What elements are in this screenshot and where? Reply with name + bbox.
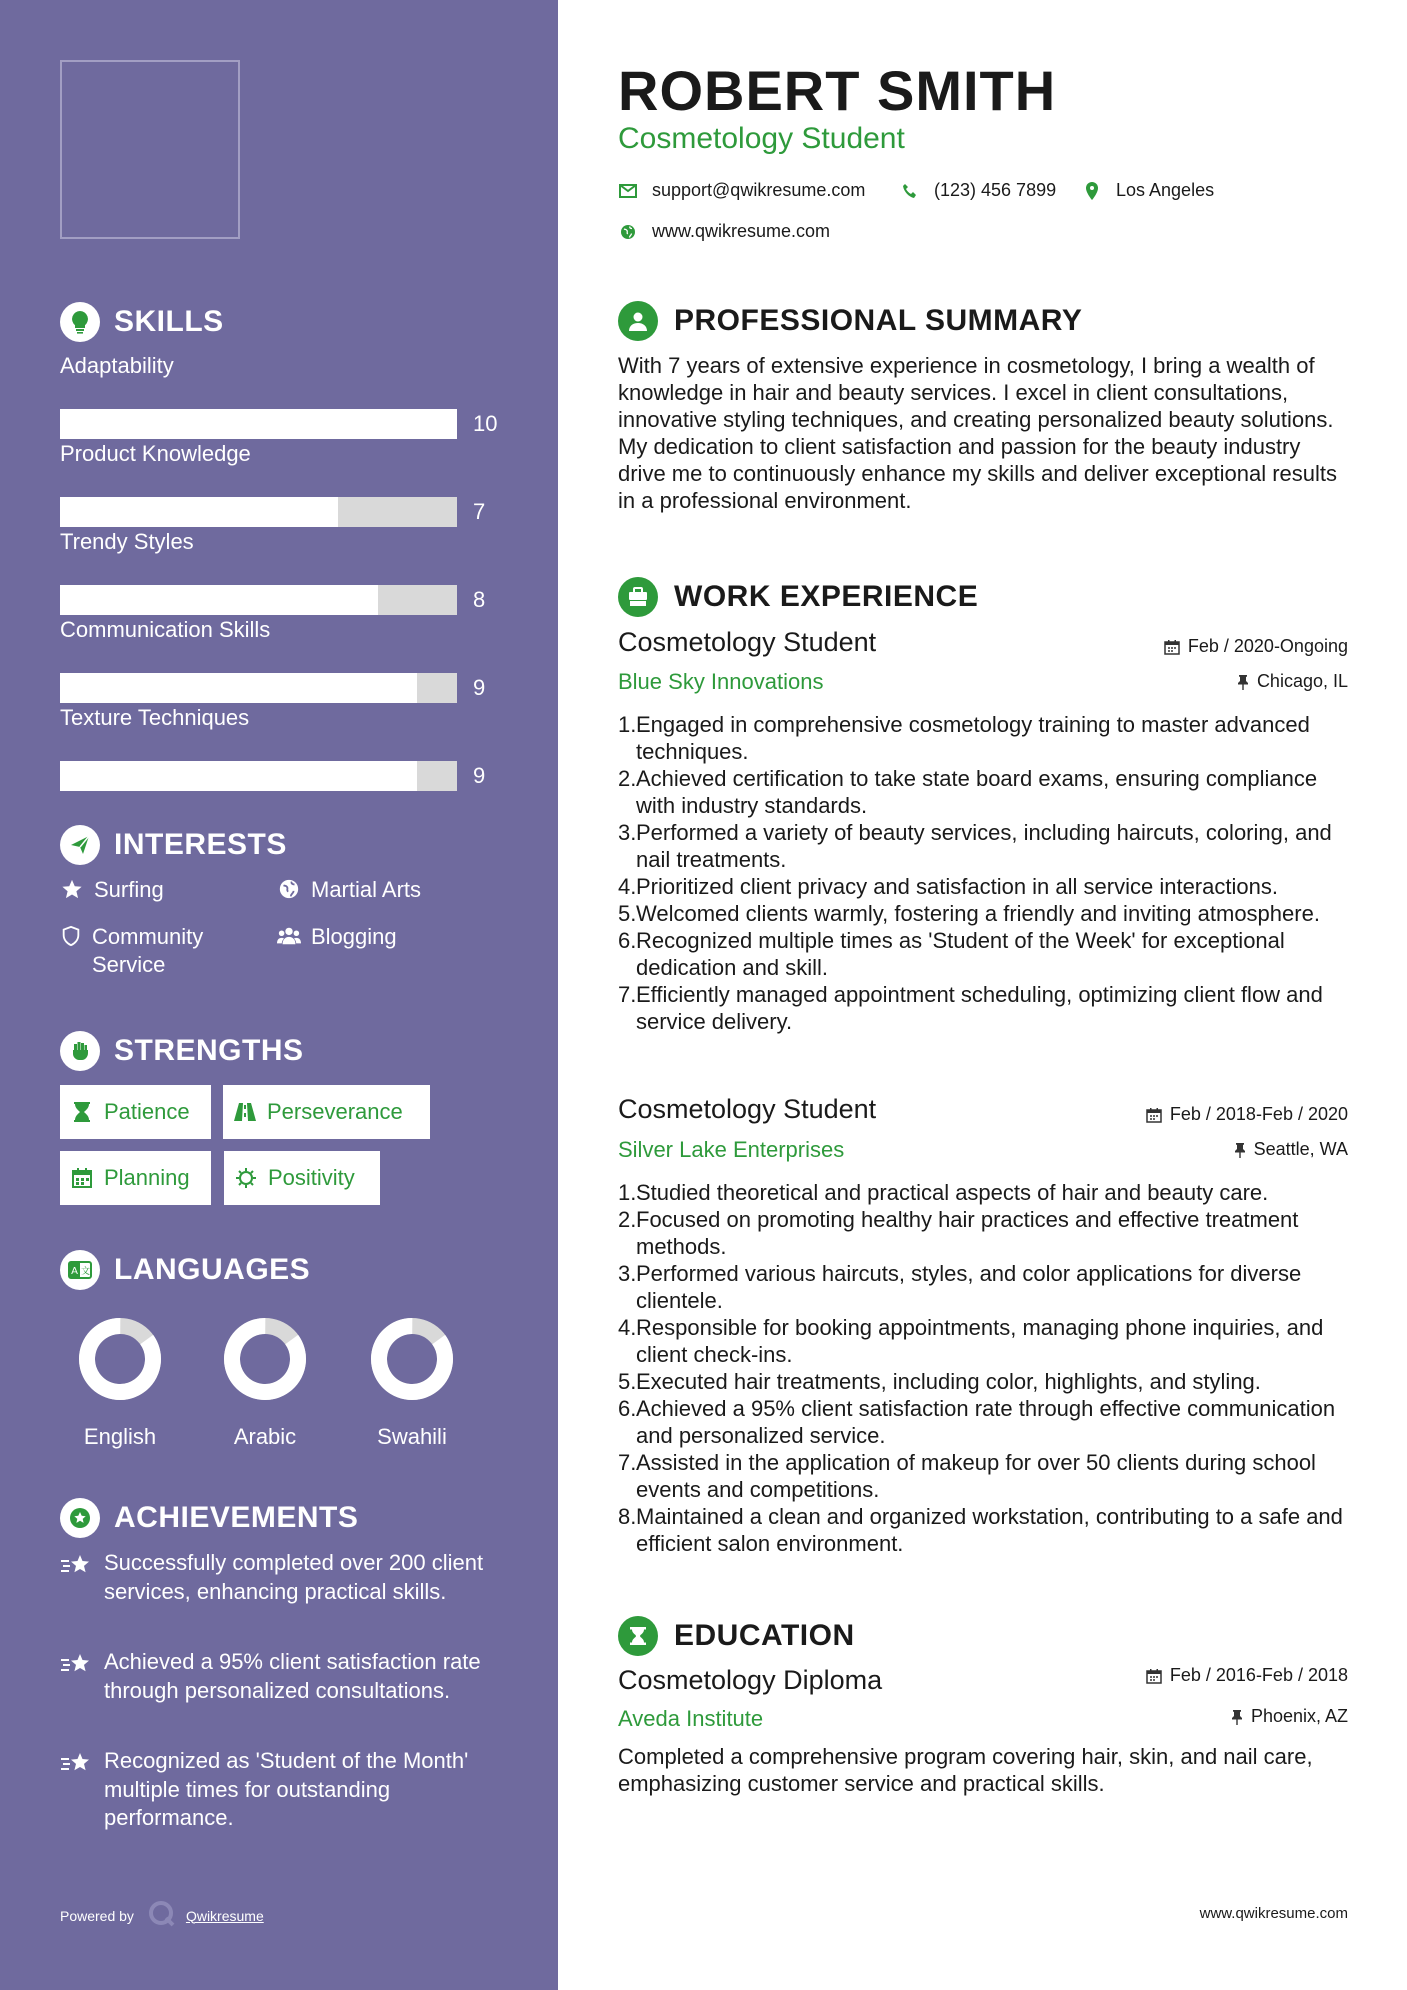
star-icon — [60, 876, 84, 904]
envelope-icon — [618, 181, 638, 201]
achievement-item — [60, 1747, 500, 1833]
contact-location — [1082, 180, 1214, 201]
users-icon — [277, 923, 301, 951]
list-item: 2. Achieved certification to take state board exams, ensuring compliance with industry standards. — [618, 766, 1318, 818]
summary-text: With 7 years of extensive experience in cosmetology, I bring a wealth of knowledge in hair and beauty services. I excel in client consultations, innovative styling techniques, and creating personalized beauty solutions. My dedication to client satisfaction and passion for the beauty industry drive me to continuously enhance my skills and deliver exceptional results in a professional environment. — [618, 353, 1338, 513]
list-item: 5. Executed hair treatments, including color, highlights, and styling. — [618, 1369, 1261, 1394]
summary-heading: PROFESSIONAL SUMMARY — [618, 301, 1082, 341]
skill-bar-fill — [60, 761, 417, 791]
contact-email — [618, 180, 865, 201]
list-item: 6. Recognized multiple times as 'Student of the Week' for exceptional dedication and skill. — [618, 928, 1285, 980]
achievement-text: Recognized as 'Student of the Month' multiple times for outstanding performance. — [104, 1748, 469, 1830]
globe-icon — [618, 222, 638, 242]
sun-icon — [234, 1166, 258, 1190]
skill-name: Trendy Styles — [60, 529, 194, 554]
contact-phone — [900, 180, 1056, 201]
hourglass-icon — [70, 1100, 94, 1124]
list-item: 7. Efficiently managed appointment scheduling, optimizing client flow and service delivery. — [618, 982, 1323, 1034]
experience-heading: WORK EXPERIENCE — [618, 577, 978, 617]
strength-label: Patience — [104, 1099, 190, 1124]
list-item: 1. Studied theoretical and practical aspects of hair and beauty care. — [618, 1180, 1269, 1205]
website-text[interactable]: www.qwikresume.com — [652, 221, 831, 241]
skill-bar — [60, 497, 457, 527]
list-item: 6. Achieved a 95% client satisfaction rate through effective communication and personalized service. — [618, 1396, 1336, 1448]
skill-bar-fill — [60, 409, 457, 439]
skill-bar — [60, 409, 457, 439]
education-description: Completed a comprehensive program covering hair, skin, and nail care, emphasizing customer service and practical skills. — [618, 1744, 1313, 1796]
language-ring — [77, 1316, 163, 1402]
location-text: Los Angeles — [1116, 180, 1215, 200]
skill-bar-fill — [60, 497, 338, 527]
list-item: 3. Performed various haircuts, styles, and color applications for diverse clientele. — [618, 1261, 1302, 1313]
job-dates: Feb / 2018-Feb / 2020 — [1146, 1104, 1348, 1125]
education-heading: EDUCATION — [618, 1616, 855, 1656]
interest-label: Community Service — [92, 924, 204, 977]
qwikresume-logo-icon — [148, 1900, 176, 1931]
job-title: Cosmetology Student — [618, 1094, 877, 1124]
skill-value: 9 — [473, 675, 486, 700]
globe-icon — [277, 876, 301, 904]
lightbulb-icon — [60, 302, 100, 342]
list-item: 7. Assisted in the application of makeup for over 50 clients during school events and competitions. — [618, 1450, 1316, 1502]
skills-heading: SKILLS — [60, 302, 224, 342]
sidebar — [0, 0, 558, 1990]
calendar-icon — [1164, 639, 1180, 655]
skill-bar-fill — [60, 673, 417, 703]
job-dates: Feb / 2020-Ongoing — [1164, 636, 1348, 657]
skill-value: 10 — [473, 411, 498, 436]
skill-value: 7 — [473, 499, 486, 524]
interest-item — [277, 876, 517, 904]
phone-text: (123) 456 7899 — [934, 180, 1057, 200]
achievement-text: Achieved a 95% client satisfaction rate through personalized consultations. — [104, 1649, 481, 1703]
calendar-icon — [1146, 1668, 1162, 1684]
pushpin-icon — [1234, 1142, 1246, 1158]
skill-item — [60, 351, 500, 436]
email-text[interactable]: support@qwikresume.com — [652, 180, 866, 200]
interest-item — [60, 876, 260, 904]
user-icon — [618, 301, 658, 341]
pushpin-icon — [1231, 1709, 1243, 1725]
strength-label: Planning — [104, 1165, 190, 1190]
education-degree: Cosmetology Diploma — [618, 1665, 883, 1695]
job-bullets — [618, 1179, 1348, 1557]
skill-bar — [60, 673, 457, 703]
skill-bar-fill — [60, 585, 378, 615]
svg-text:A: A — [71, 1266, 78, 1277]
skill-value: 8 — [473, 587, 486, 612]
briefcase-icon — [618, 577, 658, 617]
skill-item — [60, 527, 500, 612]
job-title: Cosmetology Student — [618, 627, 877, 657]
education-dates: Feb / 2016-Feb / 2018 — [1146, 1665, 1348, 1686]
shield-icon — [60, 923, 82, 979]
skill-name: Texture Techniques — [60, 705, 250, 730]
language-name: Arabic — [233, 1424, 297, 1449]
job-company: Blue Sky Innovations — [618, 669, 824, 694]
list-item: 4. Prioritized client privacy and satisfaction in all service interactions. — [618, 874, 1278, 899]
job-location: Seattle, WA — [1234, 1139, 1348, 1160]
interest-label: Blogging — [311, 924, 397, 949]
candidate-name: ROBERT SMITH — [618, 59, 1057, 122]
shooting-star-icon — [60, 1747, 94, 1833]
list-item: 1. Engaged in comprehensive cosmetology training to master advanced techniques. — [618, 712, 1310, 764]
achievement-text: Successfully completed over 200 client services, enhancing practical skills. — [104, 1550, 484, 1604]
list-item: 5. Welcomed clients warmly, fostering a friendly and inviting atmosphere. — [618, 901, 1320, 926]
fist-icon — [60, 1031, 100, 1071]
skill-value: 9 — [473, 763, 486, 788]
skill-name: Adaptability — [60, 353, 174, 378]
skill-item — [60, 615, 500, 700]
job-company: Silver Lake Enterprises — [618, 1137, 845, 1162]
list-item: 8. Maintained a clean and organized workstation, contributing to a safe and efficient salon environment. — [618, 1504, 1343, 1556]
achievement-item — [60, 1648, 500, 1705]
languages-heading: A 文 LANGUAGES — [60, 1250, 310, 1290]
skill-item — [60, 439, 500, 524]
powered-by-label: Powered by — [60, 1907, 134, 1924]
award-star-icon — [60, 1498, 100, 1538]
strength-tag — [60, 1151, 211, 1205]
language-ring — [369, 1316, 455, 1402]
footer-url[interactable]: www.qwikresume.com — [1199, 1905, 1348, 1922]
strength-label: Positivity — [268, 1165, 355, 1190]
education-school: Aveda Institute — [618, 1706, 764, 1731]
achievements-heading: ACHIEVEMENTS — [60, 1498, 358, 1538]
language-name: Swahili — [377, 1424, 447, 1449]
education-location: Phoenix, AZ — [1231, 1706, 1348, 1727]
svg-text:文: 文 — [80, 1267, 91, 1277]
calendar-icon — [1146, 1107, 1162, 1123]
skill-name: Product Knowledge — [60, 441, 251, 466]
graduation-icon — [618, 1616, 658, 1656]
skill-bar — [60, 761, 457, 791]
list-item: 2. Focused on promoting healthy hair practices and effective treatment methods. — [618, 1207, 1299, 1259]
map-marker-icon — [1082, 181, 1102, 201]
calendar-icon — [70, 1166, 94, 1190]
interest-item — [60, 923, 260, 979]
shooting-star-icon — [60, 1549, 94, 1606]
skill-bar — [60, 585, 457, 615]
road-icon — [233, 1100, 257, 1124]
contact-website — [618, 221, 830, 242]
language-item — [55, 1316, 185, 1450]
powered-by — [60, 1900, 264, 1931]
qwikresume-link[interactable]: Qwikresume — [185, 1907, 264, 1924]
strength-label: Perseverance — [267, 1099, 403, 1124]
job-location: Chicago, IL — [1237, 671, 1348, 692]
language-name: English — [83, 1424, 157, 1449]
list-item: 4. Responsible for booking appointments, managing phone inquiries, and client check-ins. — [618, 1315, 1324, 1367]
interest-item — [277, 923, 517, 951]
language-item — [200, 1316, 330, 1450]
profile-photo-placeholder — [60, 60, 240, 239]
interest-label: Surfing — [94, 877, 164, 902]
pushpin-icon — [1237, 674, 1249, 690]
skill-name: Communication Skills — [60, 617, 271, 642]
strength-tag — [60, 1085, 211, 1139]
language-icon — [60, 1250, 100, 1290]
job-bullets — [618, 711, 1348, 1035]
achievement-item — [60, 1549, 500, 1606]
interests-heading: INTERESTS — [60, 825, 287, 865]
phone-icon — [900, 181, 920, 201]
strengths-heading: STRENGTHS — [60, 1031, 304, 1071]
strength-tag — [223, 1085, 430, 1139]
language-item — [347, 1316, 477, 1450]
paper-plane-icon — [60, 825, 100, 865]
skill-item — [60, 703, 500, 788]
list-item: 3. Performed a variety of beauty services, including haircuts, coloring, and nail treatments. — [618, 820, 1332, 872]
shooting-star-icon — [60, 1648, 94, 1705]
strength-tag — [224, 1151, 380, 1205]
interest-label: Martial Arts — [311, 877, 422, 902]
candidate-role: Cosmetology Student — [618, 122, 905, 155]
language-ring — [222, 1316, 308, 1402]
